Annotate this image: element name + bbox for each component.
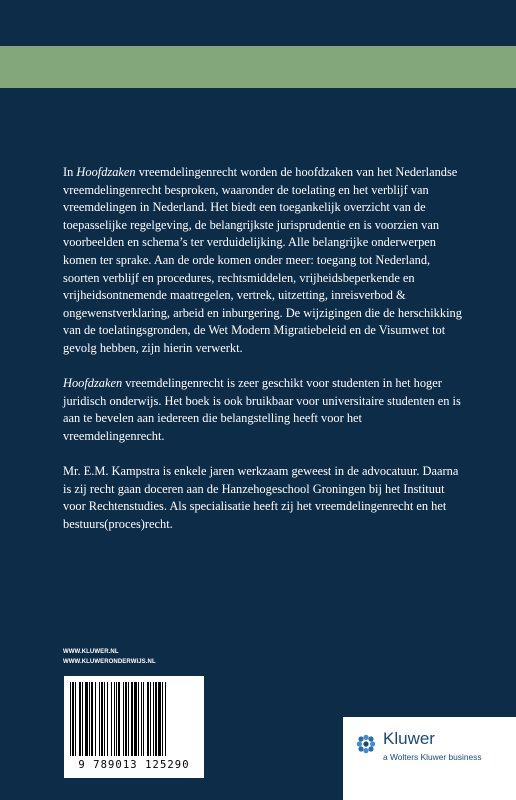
blurb-paragraph-intro: In Hoofdzaken vreemdelingenrecht worden de hoofdzaken van het Nederlandse vreemdelingenrecht besproken, waaronder de toelating en het verblijf van vreemdelingen in Nederland. Het biedt een toegankelijk overzicht van de toepasselijke regelgeving, de belangrijkste jurisprudentie en is voorzien van voorbeelden en schema’s ter verduidelijking. Alle belangrijke onderwerpen komen ter sprake. Aan de orde komen onder meer: toegang tot Nederland, soorten verblijf en procedures, rechtsmiddelen, vrijheidsbeperkende en vrijheidsontnemende maatregelen, vertrek, uitzetting, inreisverbod & ongewenstverklaring, arbeid en inburgering. De wijzigingen die de herschikking van de toelatingsgronden, de Wet Modern Migratiebeleid en de Visumwet tot gevolg hebben, zijn hierin verwerkt.	[63, 165, 462, 355]
cover-accent-band	[0, 46, 516, 88]
isbn-number: 9 789013 125290	[78, 759, 190, 771]
kluwer-logo-icon	[355, 733, 377, 755]
kluwer-onderwijs-website-link[interactable]: WWW.KLUWERONDERWIJS.NL	[63, 659, 156, 665]
book-title-italic: Hoofdzaken	[63, 376, 123, 391]
blurb-paragraph-audience: Hoofdzaken vreemdelingenrecht is zeer geschikt voor studenten in het hoger juridisch onderwijs. Het boek is ook bruikbaar voor universitaire studenten en is aan te bevelen aan iedereen die belangstelling heeft voor het vreemdelingenrecht.	[63, 376, 461, 443]
cover-top-band	[0, 0, 516, 46]
blurb-paragraph-author: Mr. E.M. Kampstra is enkele jaren werkzaam geweest in de advocatuur. Daarna is zij recht gaan doceren aan de Hanzehogeschool Groningen bij het Instituut voor Rechtenstudies. Als specialisatie heeft zij het vreemdelingenrecht en het bestuurs(proces)recht.	[63, 464, 459, 531]
barcode-bars	[70, 682, 198, 760]
book-title-italic: Hoofdzaken	[76, 165, 136, 179]
publisher-name: Kluwer	[383, 729, 435, 748]
back-cover-blurb	[63, 164, 463, 533]
isbn-barcode	[64, 676, 204, 778]
kluwer-website-link[interactable]: WWW.KLUWER.NL	[63, 649, 119, 655]
publisher-tagline: a Wolters Kluwer business	[383, 752, 482, 762]
publisher-logo-block	[343, 717, 516, 800]
